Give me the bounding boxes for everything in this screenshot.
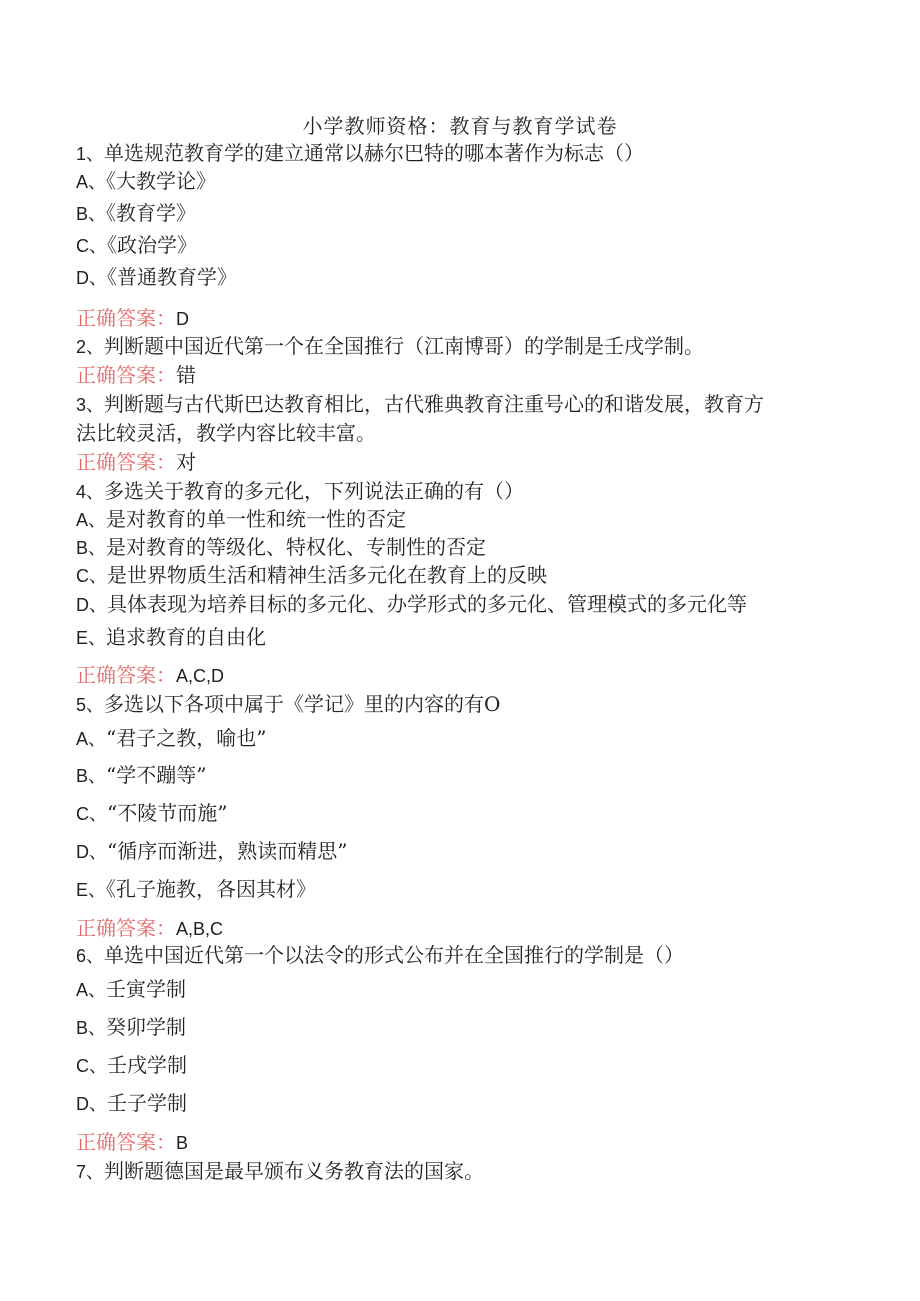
option-5d [76, 837, 347, 866]
option-text: 《政治学》 [107, 233, 197, 257]
option-1d [76, 263, 237, 292]
option-letter: E、 [76, 880, 107, 900]
answer-label: 正确答案： [76, 663, 176, 687]
question-text: 多选关于教育的多元化，下列说法正确的有（） [104, 479, 525, 503]
option-letter: D、 [76, 268, 107, 288]
option-letter: A、 [76, 510, 107, 530]
option-text: “君子之教，喻也” [106, 726, 267, 750]
answer-4 [76, 661, 224, 690]
option-text: 追求教育的自由化 [106, 625, 267, 649]
question-text: 判断题与古代斯巴达教育相比，古代雅典教育注重号心的和谐发展，教育方 [104, 392, 765, 416]
option-4c [76, 561, 547, 590]
question-3-continued [76, 419, 376, 447]
answer-1 [76, 304, 189, 333]
option-4b [76, 533, 486, 562]
answer-label: 正确答案： [76, 450, 176, 474]
option-text: “循序而渐进，熟读而精思” [107, 839, 348, 863]
option-5a [76, 724, 266, 753]
option-letter: B、 [76, 1018, 107, 1038]
option-text: 是对教育的单一性和统一性的否定 [106, 507, 407, 531]
option-letter: B、 [76, 766, 107, 786]
option-letter: C、 [76, 236, 107, 256]
question-number: 6、 [76, 946, 105, 966]
question-number: 1、 [76, 144, 105, 164]
question-text-continued: 法比较灵活，教学内容比较丰富。 [76, 421, 376, 445]
question-6 [76, 941, 684, 970]
question-1 [76, 139, 644, 168]
option-text: 是对教育的等级化、特权化、专制性的否定 [106, 535, 487, 559]
answer-value: B [176, 1133, 189, 1153]
answer-value: A,C,D [176, 666, 225, 686]
option-text: 壬子学制 [107, 1091, 187, 1115]
option-text: “学不蹦等” [106, 763, 207, 787]
option-letter: D、 [76, 1094, 107, 1114]
question-text: 多选以下各项中属于《学记》里的内容的有O [104, 692, 501, 716]
option-letter: C、 [76, 804, 107, 824]
option-6b [76, 1013, 186, 1042]
question-text: 单选规范教育学的建立通常以赫尔巴特的哪本著作为标志（） [104, 141, 645, 165]
answer-6 [76, 1128, 188, 1157]
option-text: 《教育学》 [106, 201, 197, 225]
answer-label: 正确答案： [76, 306, 176, 330]
option-6a [76, 975, 186, 1004]
option-text: 是世界物质生活和精神生活多元化在教育上的反映 [107, 563, 547, 587]
option-4e [76, 623, 266, 652]
option-text: 壬戌学制 [107, 1053, 187, 1077]
answer-value: A,B,C [176, 919, 224, 939]
option-letter: E、 [76, 628, 107, 648]
question-2 [76, 332, 704, 361]
option-4a [76, 505, 406, 534]
option-text: 《普通教育学》 [107, 265, 237, 289]
question-4 [76, 477, 524, 506]
option-1a [76, 167, 216, 196]
option-text: “不陵节而施” [107, 801, 228, 825]
question-number: 7、 [76, 1162, 105, 1182]
question-number: 3、 [76, 395, 105, 415]
answer-2 [76, 361, 196, 389]
option-text: 癸卯学制 [106, 1015, 187, 1039]
document-title: 小学教师资格：教育与教育学试卷 [302, 114, 618, 138]
answer-value: 错 [176, 363, 196, 387]
answer-value: D [176, 309, 189, 329]
option-1c [76, 231, 197, 260]
option-1b [76, 199, 196, 228]
question-text: 单选中国近代第一个以法令的形式公布并在全国推行的学制是（） [104, 943, 685, 967]
answer-label: 正确答案： [76, 1130, 176, 1154]
answer-5 [76, 914, 223, 943]
question-7 [76, 1157, 484, 1186]
option-letter: A、 [76, 172, 107, 192]
answer-label: 正确答案： [76, 916, 176, 940]
option-text: 《大教学论》 [106, 169, 217, 193]
question-5 [76, 690, 500, 719]
question-3 [76, 390, 764, 419]
option-letter: C、 [76, 566, 107, 586]
answer-value: 对 [176, 450, 196, 474]
question-number: 2、 [76, 337, 105, 357]
question-number: 5、 [76, 695, 105, 715]
option-letter: A、 [76, 980, 107, 1000]
option-letter: B、 [76, 204, 107, 224]
option-6d [76, 1089, 187, 1118]
option-5e [76, 875, 316, 904]
option-text: 具体表现为培养目标的多元化、办学形式的多元化、管理模式的多元化等 [107, 592, 747, 616]
option-text: 《孔子施教，各因其材》 [106, 877, 317, 901]
option-5b [76, 761, 206, 790]
option-letter: D、 [76, 842, 107, 862]
question-text: 判断题德国是最早颁布义务教育法的国家。 [104, 1159, 485, 1183]
question-number: 4、 [76, 482, 105, 502]
option-letter: A、 [76, 729, 107, 749]
answer-label: 正确答案： [76, 363, 176, 387]
question-text: 判断题中国近代第一个在全国推行（江南博哥）的学制是壬戌学制。 [104, 334, 705, 358]
option-letter: C、 [76, 1056, 107, 1076]
option-4d [76, 590, 747, 619]
option-letter: B、 [76, 538, 107, 558]
option-text: 壬寅学制 [106, 977, 187, 1001]
option-letter: D、 [76, 595, 107, 615]
option-5c [76, 799, 227, 828]
answer-3 [76, 448, 196, 476]
option-6c [76, 1051, 187, 1080]
